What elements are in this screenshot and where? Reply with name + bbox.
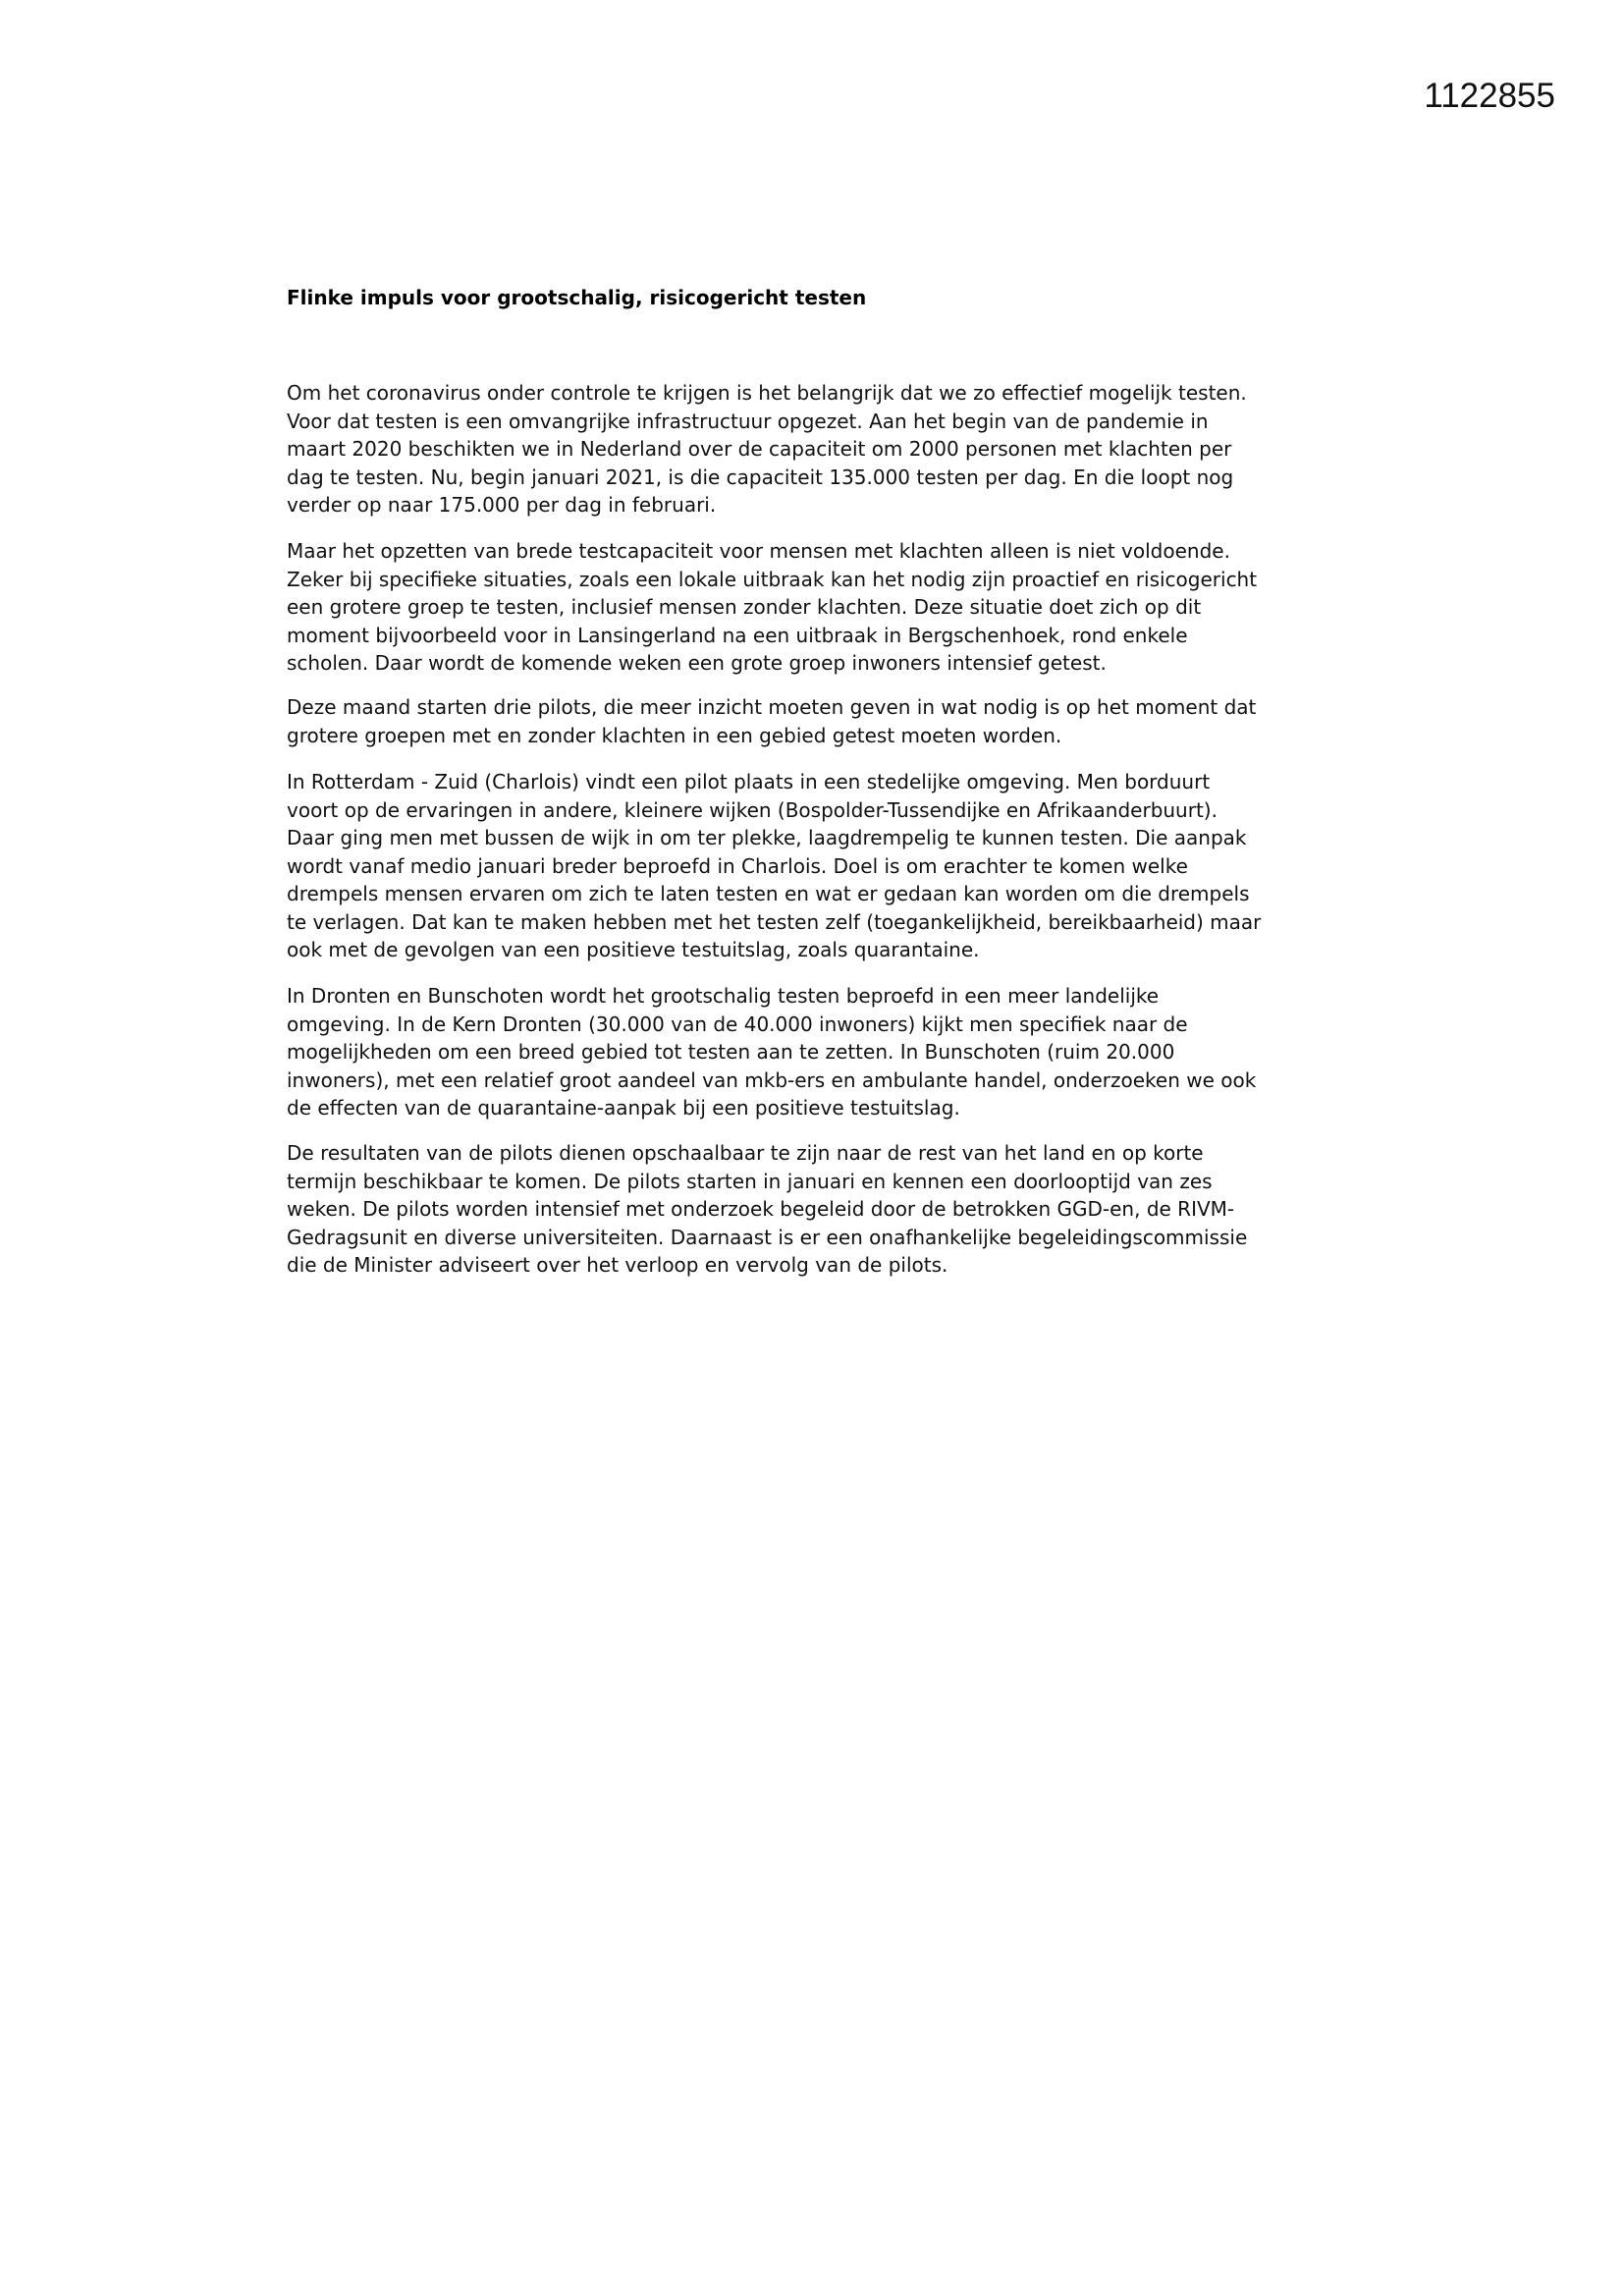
- text-line: mogelijkheden om een breed gebied tot testen aan te zetten. In Bunschoten (ruim 20.000: [287, 1040, 1175, 1064]
- text-line: Gedragsunit en diverse universiteiten. Daarnaast is er een onafhankelijke begeleidingscommissie: [287, 1225, 1248, 1249]
- text-line: maart 2020 beschikten we in Nederland over de capaciteit om 2000 personen met klachten per: [287, 437, 1232, 461]
- text-line: Voor dat testen is een omvangrijke infrastructuur opgezet. Aan het begin van de pandemie in: [287, 409, 1209, 433]
- document-number: 1122855: [1424, 77, 1555, 115]
- text-line: ook met de gevolgen van een positieve testuitslag, zoals quarantaine.: [287, 938, 980, 961]
- text-line: inwoners), met een relatief groot aandeel van mkb-ers en ambulante handel, onderzoeken we ook: [287, 1067, 1257, 1092]
- text-line: Zeker bij specifieke situaties, zoals een lokale uitbraak kan het nodig zijn proactief en risicogericht: [287, 567, 1258, 591]
- paragraph: [287, 537, 1257, 678]
- text-line: In Dronten en Bunschoten wordt het grootschalig testen beproefd in een meer landelijke: [287, 984, 1160, 1008]
- text-line: een grotere groep te testen, inclusief mensen zonder klachten. Deze situatie doet zich op dit: [287, 595, 1202, 619]
- text-line: termijn beschikbaar te komen. De pilots starten in januari en kennen een doorlooptijd van zes: [287, 1169, 1213, 1193]
- text-line: Daar ging men met bussen de wijk in om ter plekke, laagdrempelig te kunnen testen. Die aanpak: [287, 826, 1247, 849]
- text-line: wordt vanaf medio januari breder beproefd in Charlois. Doel is om erachter te komen welke: [287, 853, 1188, 878]
- paragraph: [287, 982, 1256, 1122]
- text-line: grotere groepen met en zonder klachten in een gebied getest moeten worden.: [287, 723, 1062, 747]
- text-line: te verlagen. Dat kan te maken hebben met het testen zelf (toegankelijkheid, bereikbaarheid) maar: [287, 909, 1262, 934]
- text-line: voort op de ervaringen in andere, kleinere wijken (Bospolder-Tussendijke en Afrikaanderbuurt).: [287, 797, 1218, 822]
- text-line: dag te testen. Nu, begin januari 2021, is die capaciteit 135.000 testen per dag. En die loopt nog: [287, 465, 1234, 489]
- text-line: verder op naar 175.000 per dag in februari.: [287, 493, 717, 517]
- text-line: omgeving. In de Kern Dronten (30.000 van de 40.000 inwoners) kijkt men specifiek naar de: [287, 1011, 1188, 1036]
- text-line: weken. De pilots worden intensief met onderzoek begeleid door de betrokken GGD-en, de RIVM-: [287, 1197, 1235, 1221]
- paragraph: [287, 1139, 1247, 1280]
- text-line: de effecten van de quarantaine-aanpak bij een positieve testuitslag.: [287, 1096, 960, 1120]
- text-line: Deze maand starten drie pilots, die meer inzicht moeten geven in wat nodig is op het moment dat: [287, 695, 1257, 719]
- text-line: In Rotterdam - Zuid (Charlois) vindt een pilot plaats in een stedelijke omgeving. Men borduurt: [287, 770, 1211, 793]
- text-line: scholen. Daar wordt de komende weken een grote groep inwoners intensief getest.: [287, 651, 1107, 675]
- text-line: die de Minister adviseert over het verloop en vervolg van de pilots.: [287, 1253, 948, 1277]
- text-line: Om het coronavirus onder controle te krijgen is het belangrijk dat we zo effectief mogelijk testen.: [287, 381, 1247, 405]
- paragraph: [287, 768, 1261, 964]
- text-line: De resultaten van de pilots dienen opschaalbaar te zijn naar de rest van het land en op korte: [287, 1141, 1204, 1165]
- text-line: moment bijvoorbeeld voor in Lansingerland na een uitbraak in Bergschenhoek, rond enkele: [287, 623, 1188, 647]
- document-title: Flinke impuls voor grootschalig, risicogericht testen: [287, 286, 867, 309]
- text-line: Maar het opzetten van brede testcapaciteit voor mensen met klachten alleen is niet voldoende.: [287, 539, 1230, 563]
- paragraph: [287, 379, 1247, 519]
- text-line: drempels mensen ervaren om zich te laten testen en wat er gedaan kan worden om die drempels: [287, 882, 1250, 905]
- paragraph: [287, 693, 1256, 749]
